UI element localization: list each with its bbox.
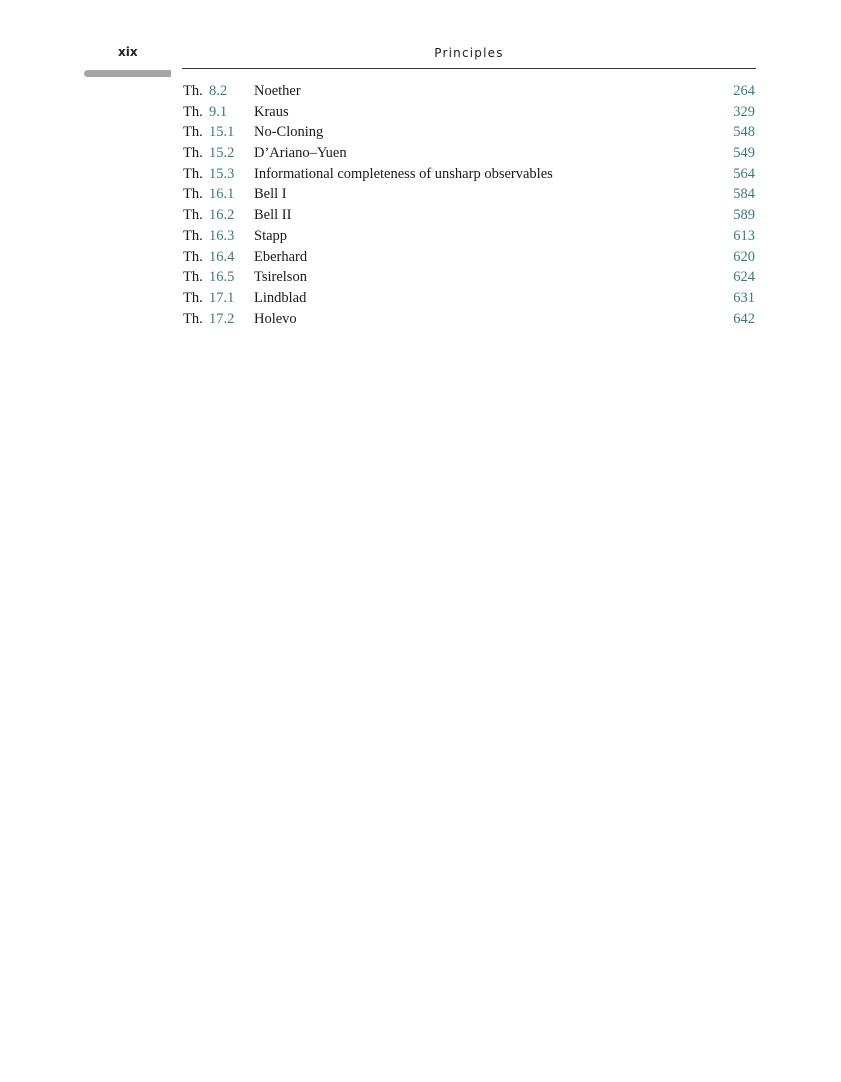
theorem-page-link[interactable]: 620 [733,248,755,265]
theorem-page-link[interactable]: 624 [733,269,755,286]
theorem-name: Bell II [254,207,292,224]
theorem-page-link[interactable]: 264 [733,83,755,99]
theorem-entry [183,288,755,309]
theorem-name: Noether [254,83,301,99]
theorem-name: D’Ariano–Yuen [254,145,347,162]
theorem-prefix: Th. [183,124,203,141]
theorem-entry [183,164,755,185]
theorem-page-link[interactable]: 548 [733,124,755,141]
page-number: xix [118,45,138,59]
theorem-prefix: Th. [183,289,203,306]
theorem-page-link[interactable]: 549 [733,145,755,162]
theorem-name: Eberhard [254,248,308,265]
theorem-entry [183,247,755,268]
thumb-tab [84,70,171,77]
theorem-number-link[interactable]: 16.3 [209,227,235,244]
theorem-entry [183,102,755,123]
theorem-entry [183,226,755,247]
theorem-prefix: Th. [183,269,203,286]
running-head: Principles [434,46,504,60]
theorem-entry [183,309,755,330]
theorem-entry [183,122,755,143]
theorem-page-link[interactable]: 564 [733,165,755,182]
theorem-entry [183,143,755,164]
theorem-number-link[interactable]: 16.1 [209,186,235,203]
theorem-entry [183,205,755,226]
theorem-entry [183,81,755,102]
theorem-prefix: Th. [183,165,203,182]
theorem-prefix: Th. [183,207,203,224]
theorem-prefix: Th. [183,310,203,327]
theorem-number-link[interactable]: 9.1 [209,103,228,120]
theorem-name: Bell I [254,186,287,203]
theorem-entry [183,184,755,205]
theorem-prefix: Th. [183,227,203,244]
theorem-name: Stapp [254,227,288,244]
theorem-number-link[interactable]: 17.2 [209,310,235,327]
theorem-number-link[interactable]: 15.2 [209,145,235,162]
theorem-page-link[interactable]: 329 [733,103,755,120]
theorem-prefix: Th. [183,145,203,162]
theorem-number-link[interactable]: 15.1 [209,124,235,141]
theorem-number-link[interactable]: 16.2 [209,207,235,224]
theorem-number-link[interactable]: 15.3 [209,165,235,182]
theorem-prefix: Th. [183,186,203,203]
theorem-page-link[interactable]: 584 [733,186,755,203]
theorem-name: No-Cloning [254,124,324,141]
theorem-number-link[interactable]: 16.4 [209,248,235,265]
theorem-number-link[interactable]: 17.1 [209,289,235,306]
theorem-number-link[interactable]: 16.5 [209,269,235,286]
theorem-name: Tsirelson [254,269,307,286]
theorem-page-link[interactable]: 613 [733,227,755,244]
theorem-name: Kraus [254,103,289,120]
theorem-entry [183,267,755,288]
theorem-prefix: Th. [183,248,203,265]
theorem-name: Informational completeness of unsharp observables [254,165,553,182]
theorem-name: Holevo [254,310,297,327]
theorem-prefix: Th. [183,83,203,99]
theorem-list [183,81,755,329]
theorem-name: Lindblad [254,289,307,306]
theorem-number-link[interactable]: 8.2 [209,83,228,99]
theorem-page-link[interactable]: 589 [733,207,755,224]
theorem-page-link[interactable]: 642 [733,310,755,327]
theorem-prefix: Th. [183,103,203,120]
header-rule [182,68,756,69]
theorem-page-link[interactable]: 631 [733,289,755,306]
